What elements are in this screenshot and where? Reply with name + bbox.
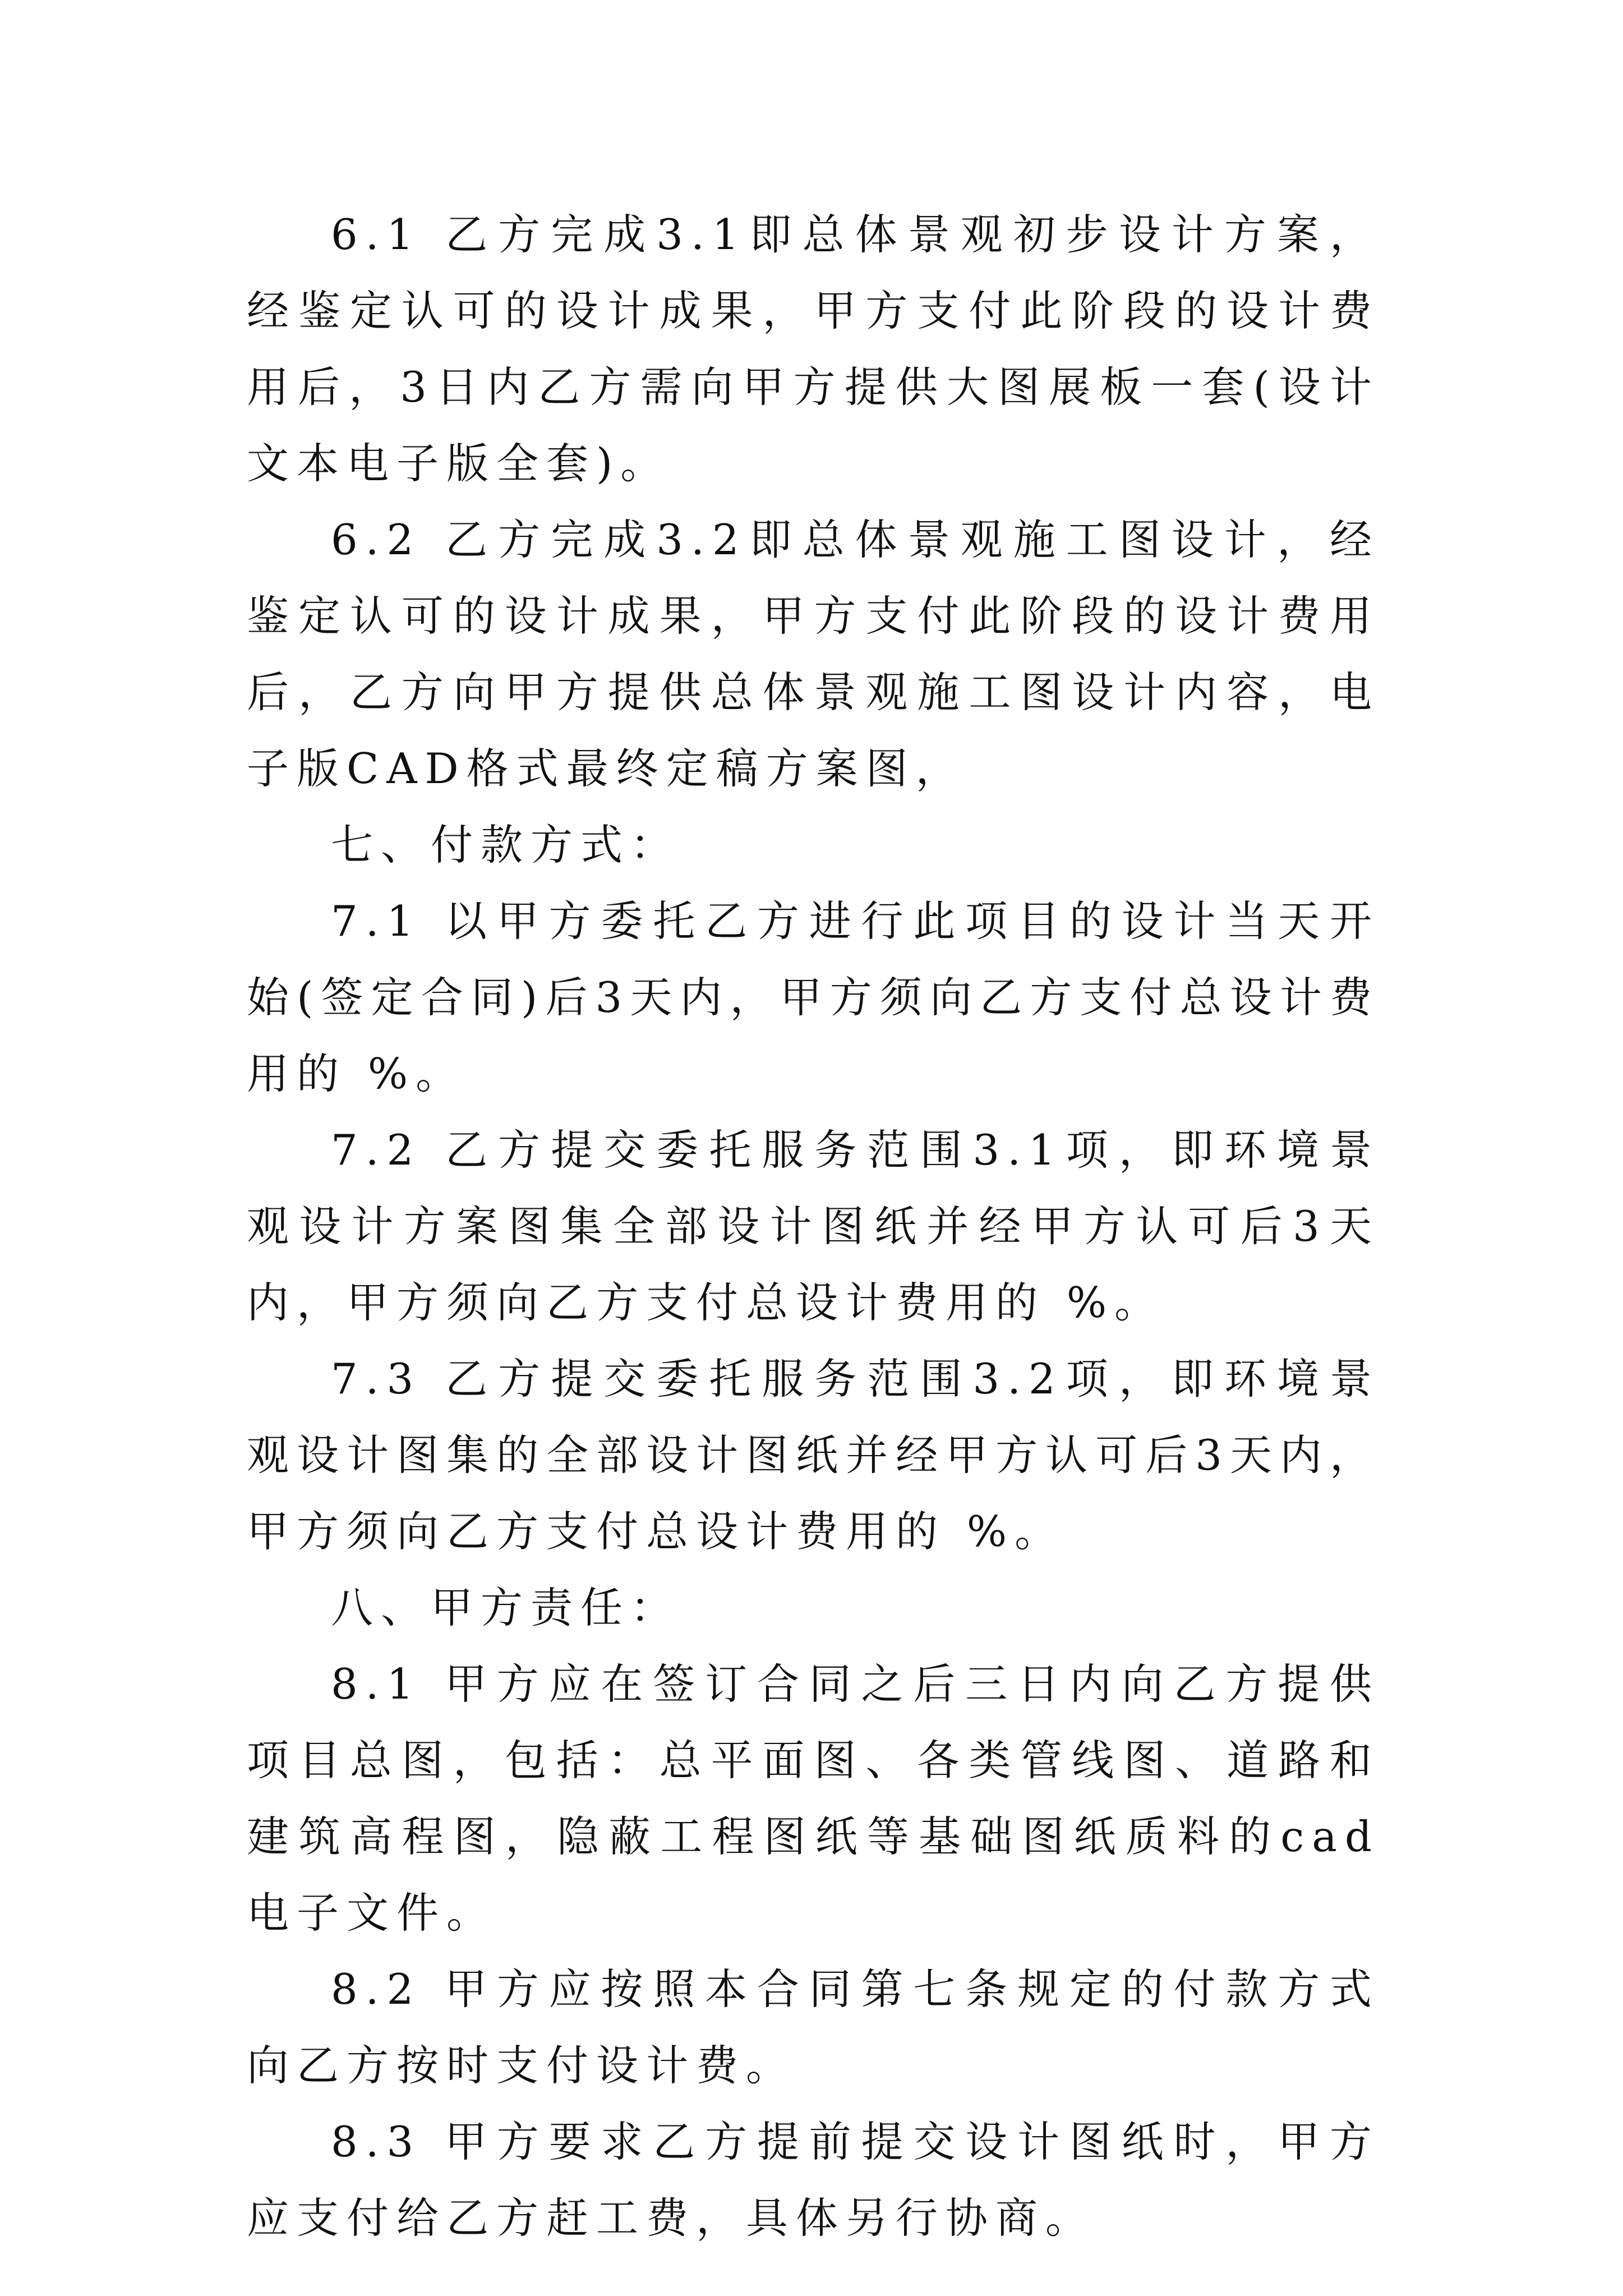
paragraph-8-3: 8.3 甲方要求乙方提前提交设计图纸时，甲方应支付给乙方赶工费，具体另行协商。 xyxy=(247,2117,1380,2243)
paragraph-7-3: 7.3 乙方提交委托服务范围3.2项，即环境景观设计图集的全部设计图纸并经甲方认可后3天内，甲方须向乙方支付总设计费用的 %。 xyxy=(247,1354,1380,1556)
paragraph-6-1: 6.1 乙方完成3.1即总体景观初步设计方案，经鉴定认可的设计成果，甲方支付此阶段的设计费用后，3日内乙方需向甲方提供大图展板一套(设计文本电子版全套)。 xyxy=(247,210,1380,488)
paragraph-7-1: 7.1 以甲方委托乙方进行此项目的设计当天开始(签定合同)后3天内，甲方须向乙方支付总设计费用的 %。 xyxy=(247,896,1380,1098)
section-heading-payment: 七、付款方式： xyxy=(331,820,681,869)
paragraph-8-1: 8.1 甲方应在签订合同之后三日内向乙方提供项目总图，包括：总平面图、各类管线图、道路和建筑高程图，隐蔽工程图纸等基础图纸质料的cad电子文件。 xyxy=(247,1659,1380,1938)
paragraph-7-2: 7.2 乙方提交委托服务范围3.1项，即环境景观设计方案图集全部设计图纸并经甲方认可后3天内，甲方须向乙方支付总设计费用的 %。 xyxy=(247,1125,1380,1327)
paragraph-8-2: 8.2 甲方应按照本合同第七条规定的付款方式向乙方按时支付设计费。 xyxy=(247,1964,1380,2090)
section-heading-party-a-duties: 八、甲方责任： xyxy=(331,1583,681,1632)
paragraph-6-2: 6.2 乙方完成3.2即总体景观施工图设计，经鉴定认可的设计成果，甲方支付此阶段的设计费用后，乙方向甲方提供总体景观施工图设计内容，电子版CAD格式最终定稿方案图， xyxy=(247,515,1380,793)
document-body xyxy=(247,196,1380,2256)
